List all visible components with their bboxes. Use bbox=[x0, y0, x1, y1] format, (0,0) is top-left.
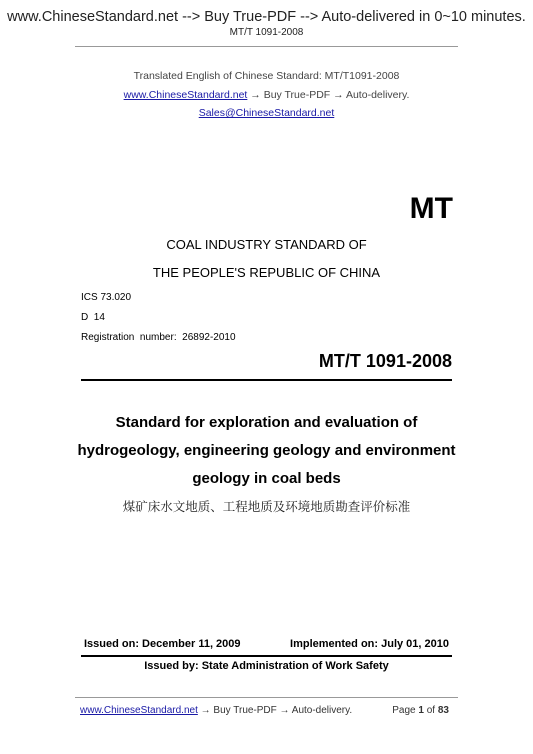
code-underline bbox=[81, 379, 452, 381]
issued-on: Issued on: December 11, 2009 bbox=[84, 638, 241, 650]
ics-code: ICS 73.020 bbox=[81, 292, 132, 303]
footer-buy-line bbox=[80, 705, 352, 716]
mt-logo: MT bbox=[409, 192, 453, 225]
industry-line-1: COAL INDUSTRY STANDARD OF bbox=[166, 237, 367, 252]
page-of: of bbox=[426, 705, 436, 716]
footer-site-link[interactable]: www.ChineseStandard.net bbox=[80, 705, 198, 716]
email-link[interactable]: Sales@ChineseStandard.net bbox=[198, 107, 335, 119]
page-label: Page bbox=[392, 705, 416, 716]
footer-divider bbox=[75, 697, 458, 698]
standard-code: MT/T 1091-2008 bbox=[318, 351, 452, 371]
page-total: 83 bbox=[437, 705, 449, 716]
header-doc-code: MT/T 1091-2008 bbox=[229, 27, 304, 38]
implemented-on: Implemented on: July 01, 2010 bbox=[290, 638, 449, 650]
buy-text: → Buy True-PDF → Auto-delivery. bbox=[247, 89, 410, 101]
header-banner: www.ChineseStandard.net --> Buy True-PDF --> Auto-delivered in 0~10 minutes. bbox=[7, 9, 526, 25]
page-indicator bbox=[392, 705, 449, 716]
industry-line-2: THE PEOPLE'S REPUBLIC OF CHINA bbox=[152, 265, 381, 280]
title-line-1: Standard for exploration and evaluation of bbox=[115, 414, 418, 431]
d-code: D 14 bbox=[81, 312, 105, 323]
translated-line: Translated English of Chinese Standard: MT/T1091-2008 bbox=[133, 70, 400, 82]
issued-by: Issued by: State Administration of Work Safety bbox=[144, 660, 389, 672]
buy-line bbox=[0, 89, 533, 101]
page-number: 1 bbox=[418, 705, 424, 716]
footer-buy-text: → Buy True-PDF → Auto-delivery. bbox=[197, 705, 353, 716]
header-divider bbox=[75, 46, 458, 47]
site-link[interactable]: www.ChineseStandard.net bbox=[123, 89, 248, 101]
title-chinese: 煤矿床水文地质、工程地质及环境地质勘查评价标准 bbox=[122, 499, 411, 514]
title-line-2: hydrogeology, engineering geology and environment bbox=[77, 442, 456, 459]
issued-divider bbox=[81, 655, 452, 657]
email-line bbox=[0, 107, 533, 119]
title-line-3: geology in coal beds bbox=[192, 470, 341, 487]
registration-number: Registration number: 26892-2010 bbox=[81, 332, 236, 343]
